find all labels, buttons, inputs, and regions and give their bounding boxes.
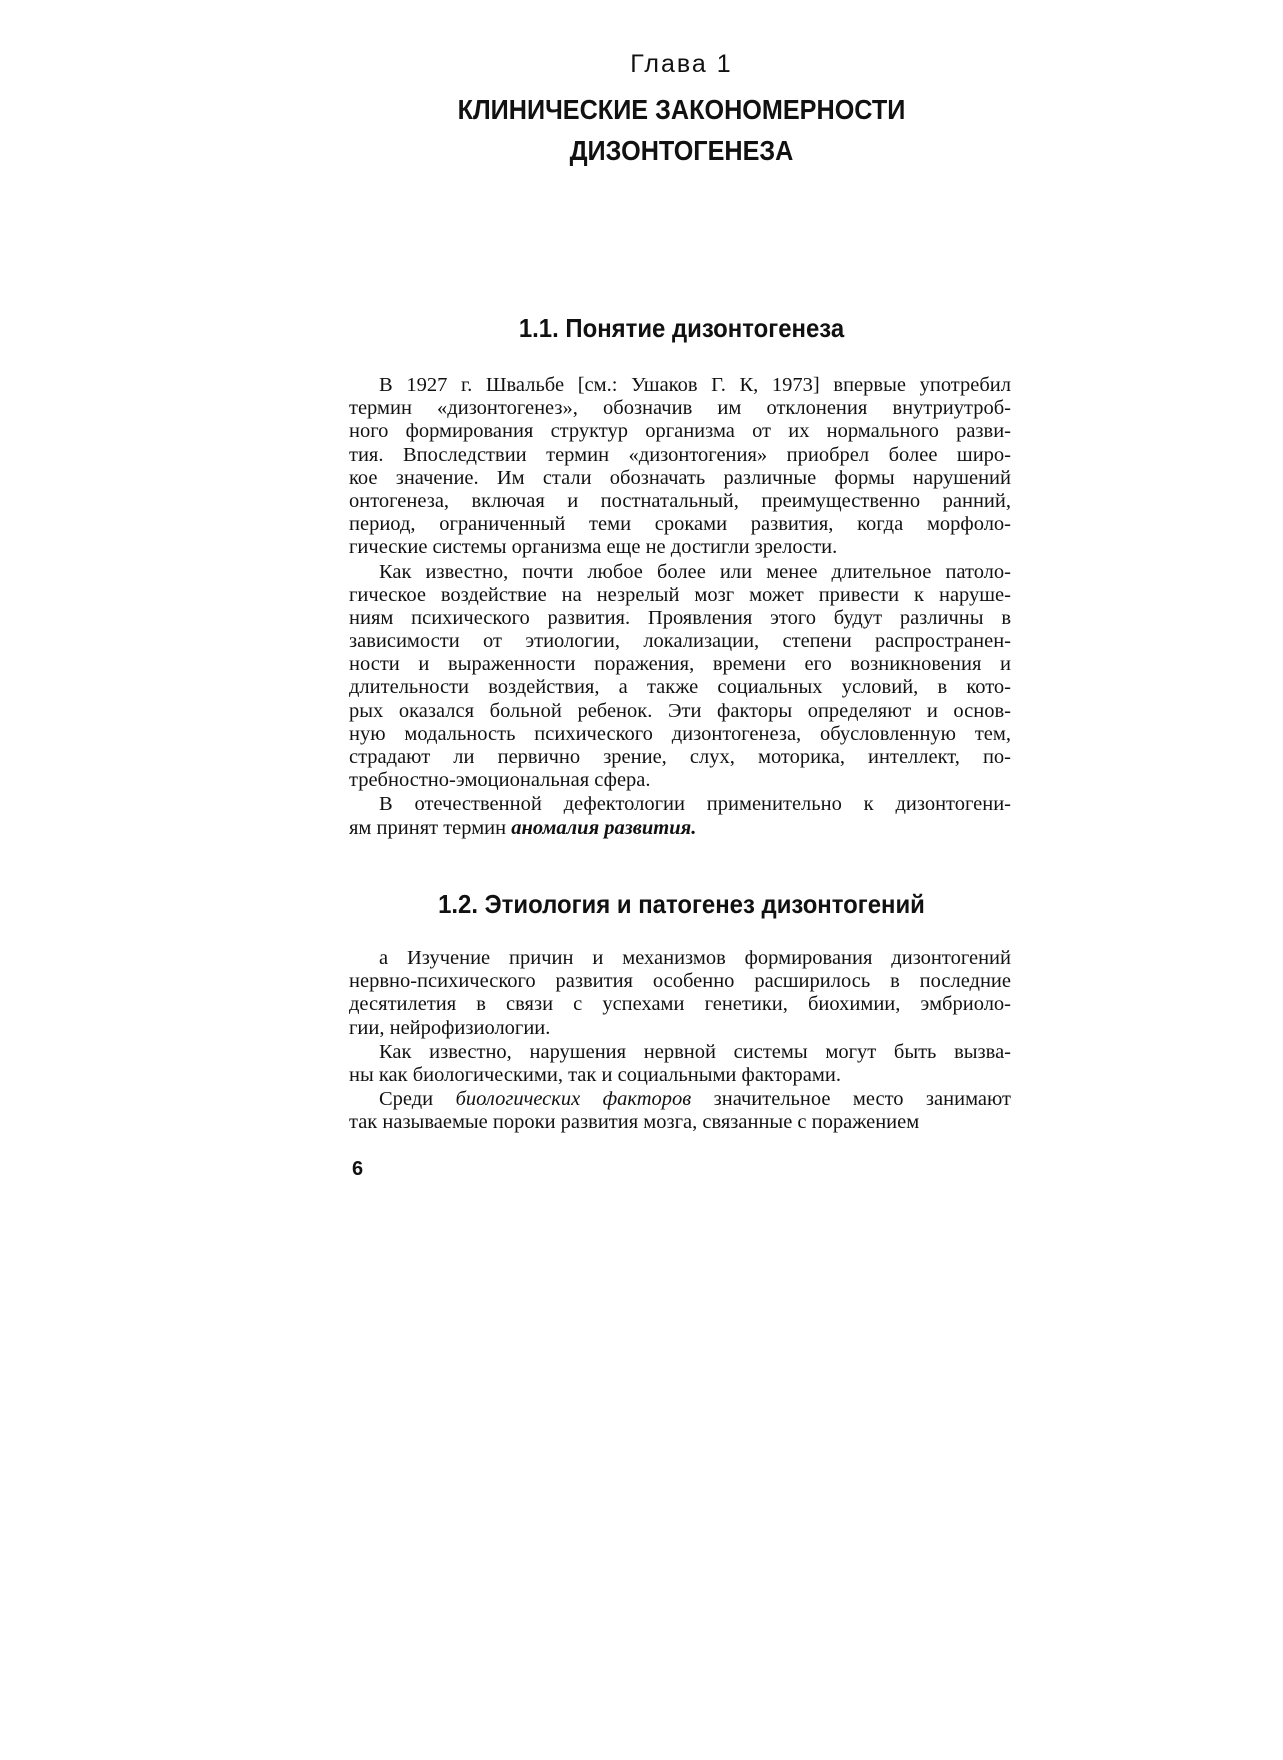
- text-line: требностно-эмоциональная сфера.: [349, 769, 651, 792]
- emphasized-term: аномалия развития.: [511, 816, 697, 839]
- paragraph: [349, 947, 1011, 1040]
- paragraph: [349, 1041, 1011, 1087]
- section-1-2-body: [349, 947, 1011, 1136]
- text-line: В отечественной дефектологии применительно к дизонтогени-: [379, 793, 1011, 816]
- section-heading-1-2: 1.2. Этиология и патогенез дизонтогений: [438, 889, 925, 919]
- text-segment: Среди: [379, 1088, 456, 1111]
- chapter-title-line-1: КЛИНИЧЕСКИЕ ЗАКОНОМЕРНОСТИ: [457, 94, 906, 125]
- text-line: Как известно, почти любое более или менее длительное патоло-: [379, 560, 1011, 583]
- text-line: термин «дизонтогенез», обозначив им отклонения внутриутроб-: [349, 397, 1011, 420]
- text-line: длительности воздействия, а также социальных условий, в кото-: [349, 676, 1011, 699]
- paragraph: [349, 793, 1011, 839]
- paragraph: [349, 561, 1011, 793]
- text-line: рых оказался больной ребенок. Эти факторы определяют и основ-: [349, 699, 1011, 722]
- text-line: онтогенеза, включая и постнатальный, преимущественно ранний,: [349, 489, 1011, 512]
- text-line: гии, нейрофизиологии.: [349, 1016, 551, 1039]
- paragraph: [349, 1088, 1011, 1134]
- text-line: так называемые пороки развития мозга, связанные с поражением: [349, 1111, 920, 1134]
- text-line: ности и выраженности поражения, времени его возникновения и: [349, 653, 1011, 676]
- text-line: ную модальность психического дизонтогенеза, обусловленную тем,: [349, 722, 1011, 745]
- text-line: В 1927 г. Швальбе [см.: Ушаков Г. К, 1973] впервые употребил: [379, 374, 1011, 396]
- text-line: [349, 1088, 1011, 1111]
- section-heading-1-1: 1.1. Понятие дизонтогенеза: [518, 313, 845, 343]
- text-line: кое значение. Им стали обозначать различные формы нарушений: [349, 466, 1011, 489]
- text-line: нервно-психического развития особенно расширилось в последние: [349, 970, 1011, 993]
- page-number: 6: [352, 1158, 364, 1180]
- italic-term: биологических факторов: [455, 1088, 692, 1111]
- paragraph: [349, 374, 1011, 560]
- text-line: тия. Впоследствии термин «дизонтогения» приобрел более широ-: [349, 443, 1011, 466]
- text-line: десятилетия в связи с успехами генетики, биохимии, эмбриоло-: [349, 993, 1011, 1016]
- text-line: ниям психического развития. Проявления этого будут различны в: [349, 606, 1011, 629]
- text-line: ны как биологическими, так и социальными факторами.: [349, 1063, 841, 1086]
- text-line: ного формирования структур организма от их нормального разви-: [349, 420, 1011, 443]
- text-line: [349, 817, 1011, 840]
- text-line: период, ограниченный теми сроками развития, когда морфоло-: [349, 513, 1011, 536]
- text-line: а Изучение причин и механизмов формирования дизонтогений: [379, 947, 1011, 969]
- chapter-label: Глава 1: [630, 50, 733, 78]
- text-line: гические системы организма еще не достигли зрелости.: [349, 536, 838, 559]
- text-segment: значительное место занимают: [691, 1088, 1012, 1111]
- text-line: зависимости от этиологии, локализации, степени распространен-: [349, 630, 1011, 653]
- text-segment: ям принят термин: [349, 816, 512, 839]
- text-line: гическое воздействие на незрелый мозг может привести к наруше-: [349, 583, 1011, 606]
- section-1-1-body: [349, 374, 1011, 841]
- text-line: Как известно, нарушения нервной системы могут быть вызва-: [379, 1040, 1011, 1063]
- text-line: страдают ли первично зрение, слух, моторика, интеллект, по-: [349, 746, 1011, 768]
- chapter-title-line-2: ДИЗОНТОГЕНЕЗА: [569, 135, 794, 166]
